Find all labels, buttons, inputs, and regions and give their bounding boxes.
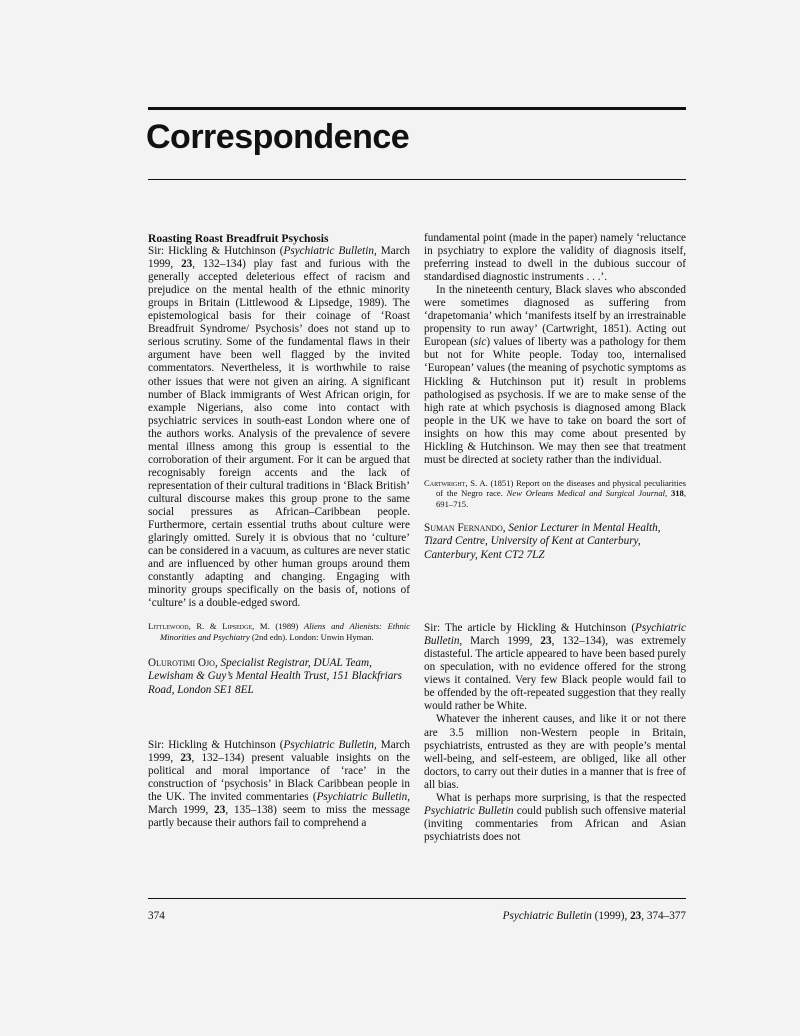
section-heading: Roasting Roast Breadfruit Psychosis [148,232,329,245]
letter-2-paragraph-2: In the nineteenth century, Black slaves who absconded were sometimes diagnosed as suffering from ‘drapetomania’ which ‘manifests itself by an irrestrainable propensity to run away’ (Cartwright, 1851). Acting out European (sic) values of liberty was a pathology for them but not for White people. Today too, internalised ‘European’ values (the meaning of psychotic symptoms as Hickling & Hutchinson put it) result in problems pathologised as psychosis. If we are to make sense of the high rate at which psychosis is diagnosed among Black people in the UK we have to take on board the sort of insights on how this may come about presented by Hickling & Hutchinson. We may then see that treatment must be directed at society rather than the individual. [424,284,686,466]
page-title: Correspondence [146,118,410,156]
top-rule [148,107,686,110]
left-column [148,232,410,830]
footer-rule [148,898,686,899]
signature-ojo: Olurotimi Ojo, Specialist Registrar, DUAL Team, Lewisham & Guy’s Mental Health Trust, 151 Blackfriars Road, London SE1 8EL [148,656,402,696]
right-column [424,232,686,844]
page-number: 374 [148,910,165,922]
signature-fernando: Suman Fernando, Senior Lecturer in Mental Health, Tizard Centre, University of Kent at Canterbury, Canterbury, Kent CT2 7LZ [424,521,661,561]
letter-3-paragraph-3: What is perhaps more surprising, is that the respected Psychiatric Bulletin could publish such offensive material (inviting commentaries from African and Asian psychiatrists does not [424,791,686,843]
letter-3-paragraph-2: Whatever the inherent causes, and like it or not there are 3.5 million non-Western people in Britain, psychiatrists, entrusted as they are with people’s mental well-being, and self-esteem, are obliged, like all other doctors, to carry out their duties in a manner that is free of all bias. [424,713,686,791]
title-rule [148,179,686,180]
reference-littlewood: Littlewood, R. & Lipsedge, M. (1989) Aliens and Alienists: Ethnic Minorities and Psychiatry (2nd edn). London: Unwin Hyman. [148,621,411,642]
letter-2-body: Sir: Hickling & Hutchinson (Psychiatric Bulletin, March 1999, 23, 132–134) present valuable insights on the political and moral importance of ‘race’ in the construction of ‘psychosis’ in Black Caribbean people in the UK. The invited commentaries (Psychiatric Bulletin, March 1999, 23, 135–138) seem to miss the message partly because their authors fail to comprehend a [148,739,411,830]
letter-2-continued: fundamental point (made in the paper) namely ‘reluctance in psychiatry to explore the validity of diagnosis itself, preferring instead to dwell in the dubious succour of standardised diagnostic instruments . . .’. [424,232,686,284]
journal-citation: Psychiatric Bulletin (1999), 23, 374–377 [502,910,686,922]
letter-1-body: Sir: Hickling & Hutchinson (Psychiatric Bulletin, March 1999, 23, 132–134) play fast and furious with the generally accepted deleterious effect of racism and prejudice on the mental health of the ethnic minority groups in Britain (Littlewood & Lipsedge, 1989). The epistemological basis for their coinage of ‘Roast Breadfruit Syndrome/ Psychosis’ does not stand up to serious scrutiny. Some of the fundamental flaws in their argument have been well flagged by the invited commentators. Nevertheless, it is worthwhile to raise other issues that were not given an airing. A significant number of Black immigrants of West African origin, for example Nigerians, also come into contact with psychiatric services in south-east London where one of the authors works. Analysis of the prevalence of severe mental illness among this group is essential to the corroboration of their argument. For it can be argued that recognisably foreign accents and the lack of representation of their cultural traditions in ‘Black British’ cultural discourse makes this group prone to the same social pressures as African–Caribbean people. Furthermore, certain essential truths about culture were glaringly omitted. Surely it is obvious that no ‘culture’ can be considered in a vacuum, as cultures are never static and are influenced by other human groups around them constantly adapting and changing. Engaging with minority groups specifically on the basis of, notions of ‘culture’ is a double-edged sword. [148,245,411,610]
letter-3-body: Sir: The article by Hickling & Hutchinson (Psychiatric Bulletin, March 1999, 23, 132–134), was extremely distasteful. The article appeared to have been based purely on speculation, with no evidence offered for the strong views it contained. Very few Black people would fail to be offended by the oft-repeated suggestion that they really would rather be White. [424,622,687,713]
reference-cartwright: Cartwright, S. A. (1851) Report on the diseases and physical peculiarities of the Negro race. New Orleans Medical and Surgical Journal, 318, 691–715. [424,477,686,510]
